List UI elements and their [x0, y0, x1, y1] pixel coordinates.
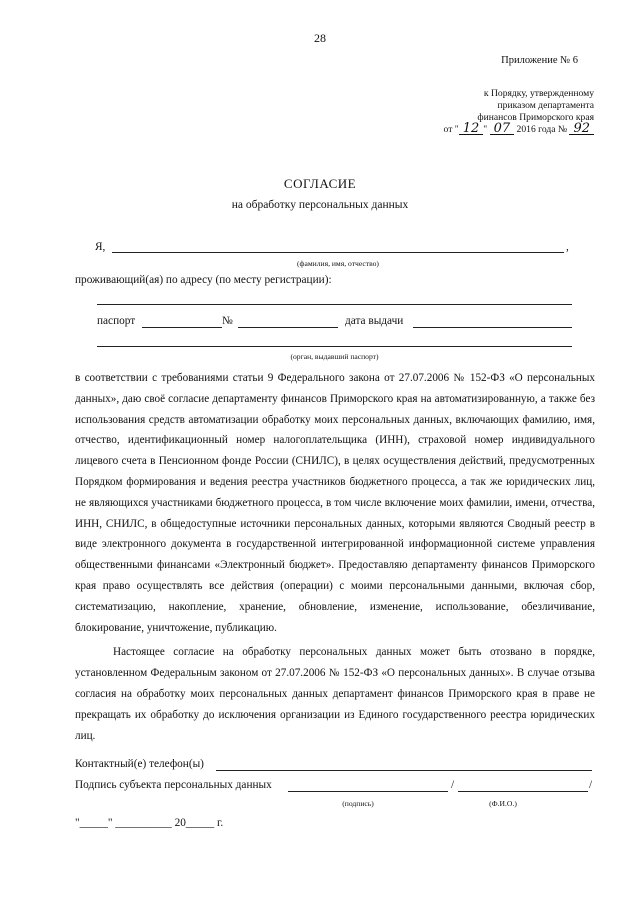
document-title: СОГЛАСИЕ	[283, 176, 357, 191]
slash-1: /	[451, 779, 455, 791]
handwritten-day: 12	[459, 124, 484, 135]
passport-label: паспорт	[97, 315, 136, 327]
issuer-caption: (орган, выдавший паспорт)	[290, 352, 379, 361]
address-field[interactable]	[97, 304, 572, 305]
passport-number-field[interactable]	[238, 327, 338, 328]
handwritten-number: 92	[569, 124, 594, 135]
appendix-label: Приложение № 6	[501, 55, 578, 66]
approval-line-2: приказом департамента	[497, 100, 594, 111]
address-label: проживающий(ая) по адресу (по месту регистрации):	[75, 274, 332, 286]
year-text: 2016 года №	[516, 124, 568, 135]
approval-block	[404, 88, 594, 136]
date-mid: "	[483, 124, 488, 135]
fio-caption: (фамилия, имя, отчество)	[297, 259, 379, 268]
date-line[interactable]: "_____" __________ 20_____ г.	[75, 817, 224, 829]
phone-label: Контактный(е) телефон(ы)	[75, 758, 204, 770]
fio-short-caption: (Ф.И.О.)	[489, 799, 517, 808]
fio-field[interactable]	[112, 252, 564, 253]
passport-number-label: №	[222, 315, 233, 327]
consent-paragraph-1: в соответствии с требованиями статьи 9 Федерального закона от 27.07.2006 № 152-ФЗ «О персональных данных», даю своё согласие департаменту финансов Приморского края на автоматизированную, а также без использования средств автоматизации обработку моих персональных данных, включающих фамилию, имя, отчество, идентификационный номер налогоплательщика (ИНН), страховой номер индивидуального лицевого счета в Пенсионном фонде России (СНИЛС), в целях осуществления действий, предусмотренных Порядком формирования и ведения реестра участников бюджетного процесса, а так же юридических лиц, не являющихся участниками бюджетного процесса, в том числе включение моих фамилии, имени, отчества, ИНН, СНИЛС, в общедоступные источники персональных данных, которыми являются Сводный реестр в виде электронного документа в государственной интегрированной информационной системе управления общественными финансами «Электронный бюджет». Предоставляю департаменту финансов Приморского края право осуществлять все действия (операции) с моими персональными данными, включая сбор, систематизацию, накопление, хранение, обновление, изменение, использование, обезличивание, блокирование, уничтожение, публикацию.	[75, 372, 595, 634]
signature-field[interactable]	[288, 791, 448, 792]
i-comma: ,	[566, 241, 569, 253]
signature-label: Подпись субъекта персональных данных	[75, 779, 272, 791]
consent-paragraph-2: Настоящее согласие на обработку персональных данных может быть отозвано в порядке, установленном Федеральным законом от 27.07.2006 № 152-ФЗ «О персональных данных». В случае отзыва согласия на обработку моих персональных данных департамент финансов Приморского края в праве не прекращать их обработку до исключения организации из Единого государственного реестра юридических лиц.	[75, 646, 595, 742]
page-number: 28	[314, 31, 326, 45]
issuer-field[interactable]	[97, 346, 572, 347]
date-prefix: от "	[443, 124, 459, 135]
fio-signature-field[interactable]	[458, 791, 588, 792]
issue-date-field[interactable]	[413, 327, 572, 328]
consent-body	[75, 368, 595, 746]
document-subtitle: на обработку персональных данных	[231, 199, 409, 211]
approval-line-1: к Порядку, утвержденному	[483, 88, 594, 99]
slash-2: /	[589, 779, 593, 791]
handwritten-month: 07	[490, 124, 515, 135]
approval-date-line	[404, 121, 594, 136]
i-label: Я,	[95, 241, 106, 253]
phone-field[interactable]	[216, 770, 592, 771]
approval-line-3: финансов Приморского края	[477, 112, 594, 123]
issue-date-label: дата выдачи	[345, 315, 404, 327]
signature-caption: (подпись)	[342, 799, 374, 808]
passport-series-field[interactable]	[142, 327, 222, 328]
